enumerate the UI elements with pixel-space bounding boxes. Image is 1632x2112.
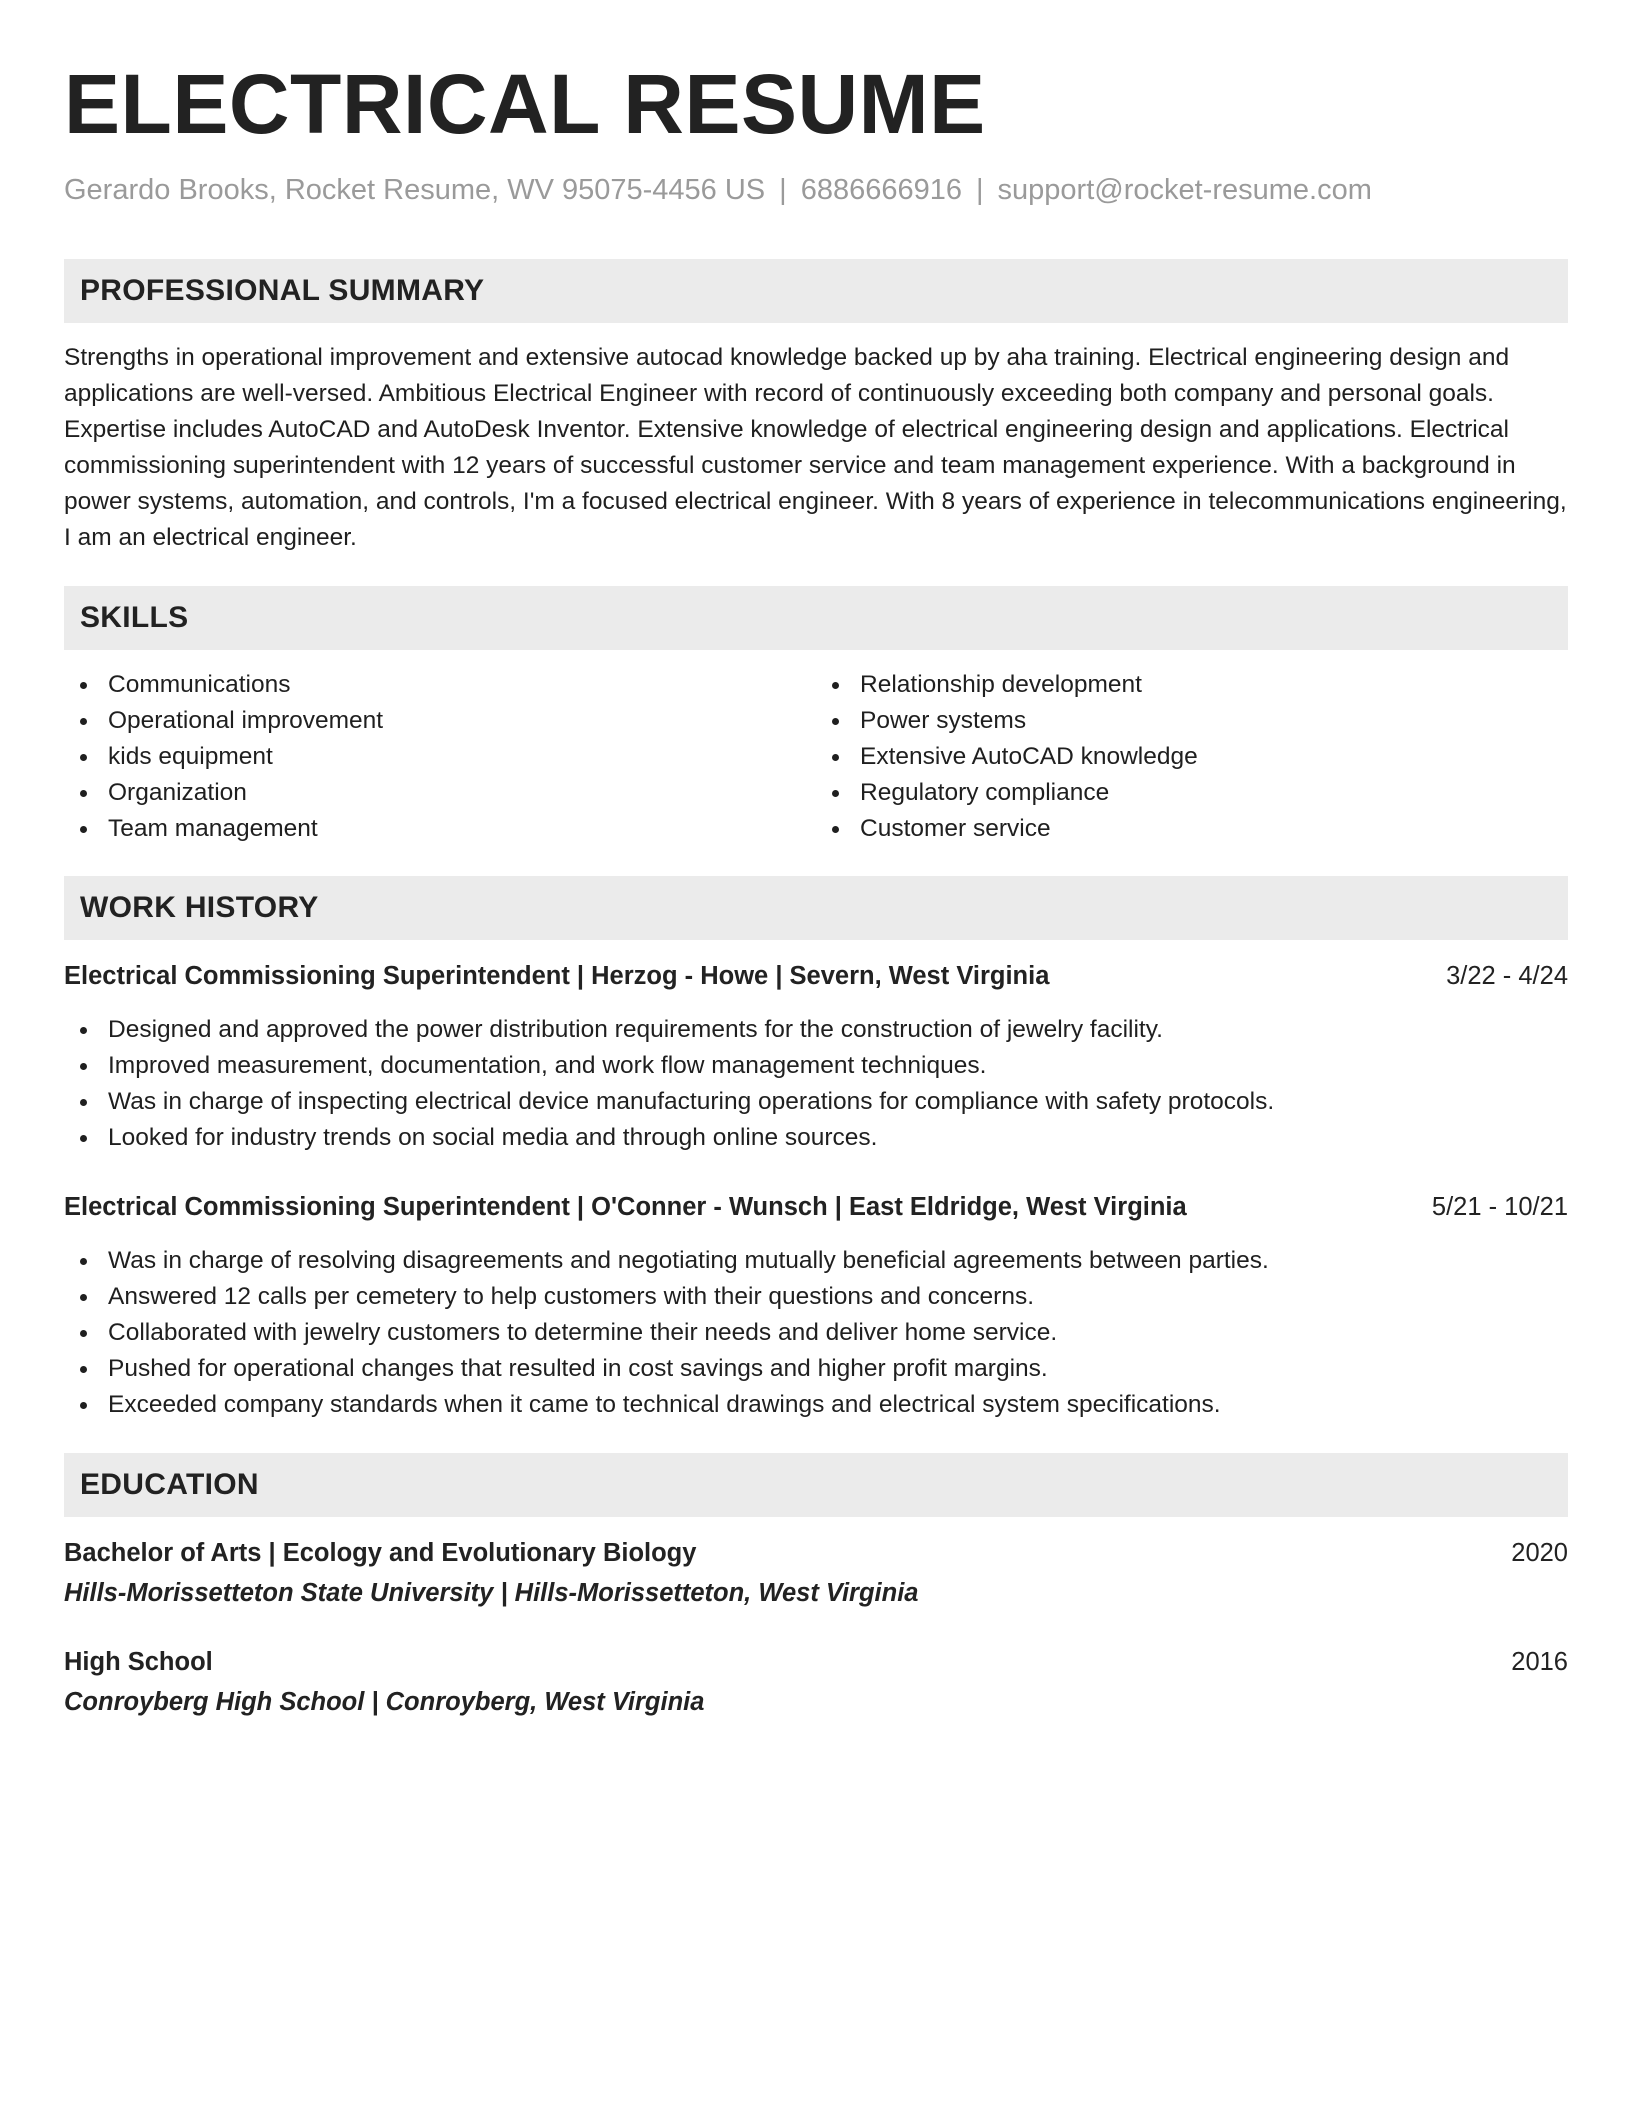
skill-item: Team management xyxy=(64,811,816,847)
job-bullet: Pushed for operational changes that resulted in cost savings and higher profit margins. xyxy=(64,1351,1568,1387)
job-bullet: Was in charge of resolving disagreements and negotiating mutually beneficial agreements between parties. xyxy=(64,1243,1568,1279)
contact-email: support@rocket-resume.com xyxy=(997,174,1372,206)
job-header xyxy=(64,1189,1568,1225)
skill-item: Customer service xyxy=(816,811,1568,847)
skill-item: Organization xyxy=(64,775,816,811)
resume-title: ELECTRICAL RESUME xyxy=(64,57,986,151)
education-degree: High School xyxy=(64,1648,213,1676)
job-bullet: Looked for industry trends on social media and through online sources. xyxy=(64,1120,1568,1156)
job-bullet: Designed and approved the power distribution requirements for the construction of jewelry facility. xyxy=(64,1012,1568,1048)
contact-separator: | xyxy=(779,174,787,206)
summary-text: Strengths in operational improvement and extensive autocad knowledge backed up by aha training. Electrical engineering design and applications are well-versed. Ambitious Electrical Engineer with record of continuously exceeding both company and personal goals. Expertise includes AutoCAD and AutoDesk Inventor. Extensive knowledge of electrical engineering design and applications. Electrical commissioning superintendent with 12 years of successful customer service and team management experience. With a background in power systems, automation, and controls, I'm a focused electrical engineer. With 8 years of experience in telecommunications engineering, I am an electrical engineer. xyxy=(64,344,1567,551)
summary-heading: PROFESSIONAL SUMMARY xyxy=(64,259,1568,323)
work-history-heading: WORK HISTORY xyxy=(64,876,1568,940)
skill-item: Extensive AutoCAD knowledge xyxy=(816,739,1568,775)
skills-list xyxy=(64,667,1568,847)
job-dates: 3/22 - 4/24 xyxy=(1446,962,1568,990)
job-entry xyxy=(64,1189,1568,1423)
skill-item: Regulatory compliance xyxy=(816,775,1568,811)
skills-column-left xyxy=(64,667,816,847)
job-title: Electrical Commissioning Superintendent | Herzog - Howe | Severn, West Virginia xyxy=(64,962,1050,990)
job-bullet: Improved measurement, documentation, and work flow management techniques. xyxy=(64,1048,1568,1084)
skills-column-right xyxy=(816,667,1568,847)
education-header xyxy=(64,1644,1568,1680)
education-entry xyxy=(64,1535,1568,1611)
education-entry xyxy=(64,1644,1568,1720)
job-bullets xyxy=(64,1243,1568,1423)
job-bullet: Answered 12 calls per cemetery to help customers with their questions and concerns. xyxy=(64,1279,1568,1315)
education-header xyxy=(64,1535,1568,1571)
education-school: Conroyberg High School | Conroyberg, West Virginia xyxy=(64,1688,705,1716)
skill-item: Power systems xyxy=(816,703,1568,739)
skill-item: kids equipment xyxy=(64,739,816,775)
education-degree: Bachelor of Arts | Ecology and Evolutionary Biology xyxy=(64,1539,697,1567)
contact-line xyxy=(64,172,1568,208)
education-heading: EDUCATION xyxy=(64,1453,1568,1517)
job-header xyxy=(64,958,1568,994)
job-bullet: Was in charge of inspecting electrical device manufacturing operations for compliance with safety protocols. xyxy=(64,1084,1568,1120)
education-year: 2016 xyxy=(1511,1648,1568,1676)
skill-item: Operational improvement xyxy=(64,703,816,739)
job-dates: 5/21 - 10/21 xyxy=(1431,1193,1568,1221)
job-title: Electrical Commissioning Superintendent | O'Conner - Wunsch | East Eldridge, West Virginia xyxy=(64,1193,1187,1221)
job-bullet: Exceeded company standards when it came to technical drawings and electrical system specifications. xyxy=(64,1387,1568,1423)
job-bullet: Collaborated with jewelry customers to determine their needs and deliver home service. xyxy=(64,1315,1568,1351)
contact-separator: | xyxy=(976,174,984,206)
contact-phone: 6886666916 xyxy=(800,174,962,206)
job-entry xyxy=(64,958,1568,1156)
skills-heading: SKILLS xyxy=(64,586,1568,650)
education-year: 2020 xyxy=(1511,1539,1568,1567)
education-school: Hills-Morissetteton State University | Hills-Morissetteton, West Virginia xyxy=(64,1579,919,1607)
job-bullets xyxy=(64,1012,1568,1156)
skill-item: Communications xyxy=(64,667,816,703)
contact-address: Gerardo Brooks, Rocket Resume, WV 95075-4456 US xyxy=(64,174,766,206)
skill-item: Relationship development xyxy=(816,667,1568,703)
